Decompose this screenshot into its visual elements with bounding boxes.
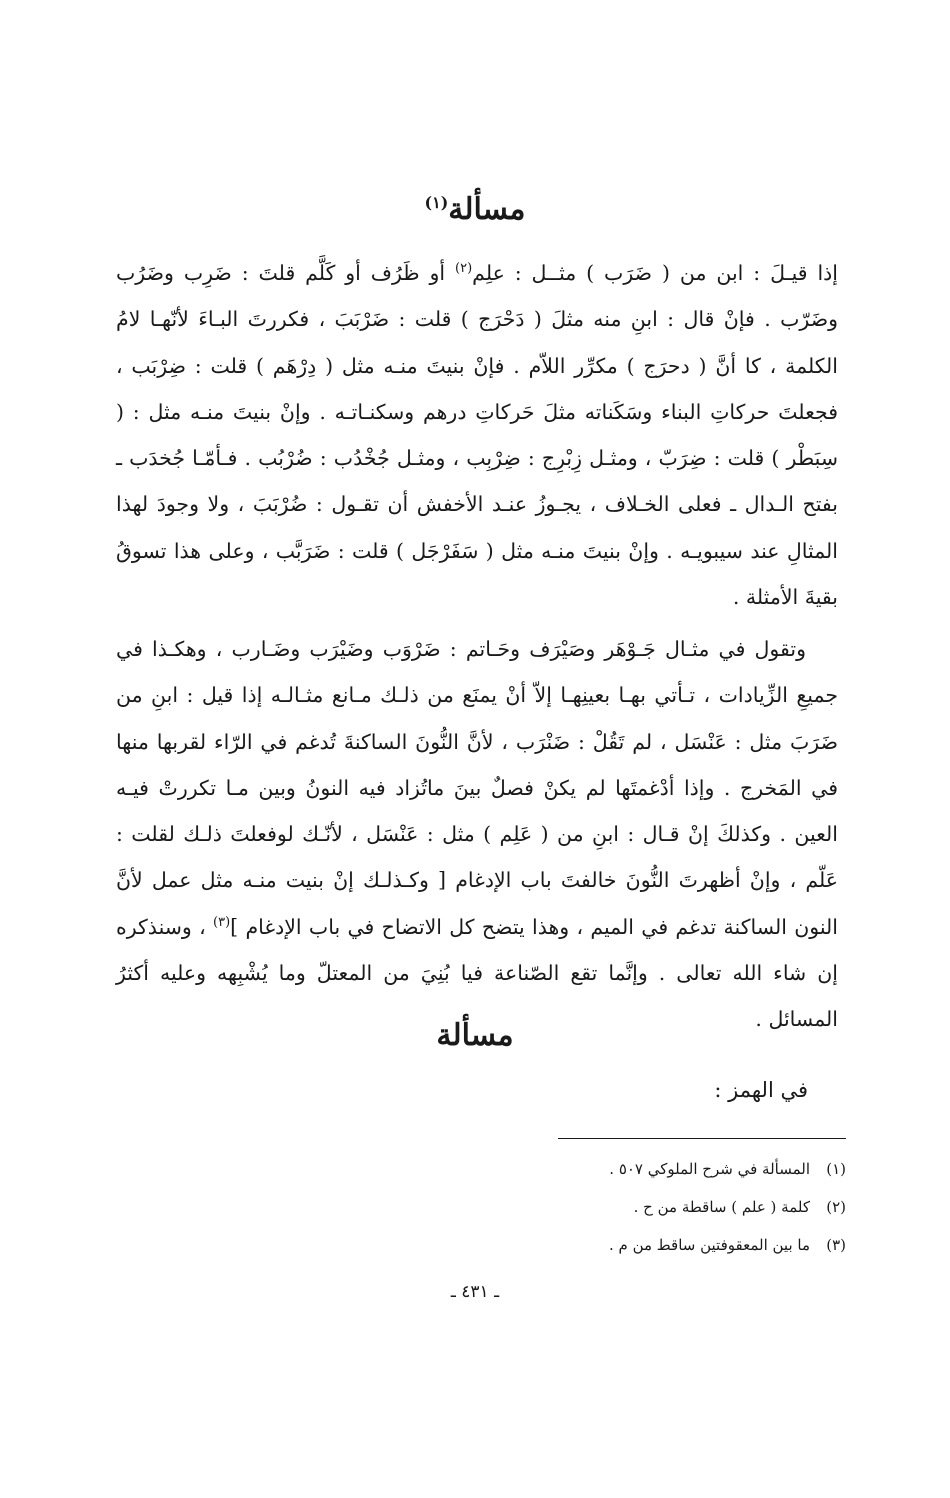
footnotes-list (446, 1154, 846, 1268)
footnote-number: (٣) (826, 1236, 846, 1254)
footnote-number: (٢) (826, 1198, 846, 1216)
paragraph-text (116, 250, 838, 620)
footnote-text: المسألة في شرح الملوكي ٥٠٧ . (609, 1160, 810, 1178)
page-number: ـ ٤٣١ ـ (450, 1282, 500, 1302)
paragraph-segment: ، وسنذكره إن شاء الله تعالى . وإنَّما تقع الصّناعة فيا بُنِيَ من المعتلّ وما يُشْبِهه وعليه أكثرُ المسائل . (116, 914, 838, 1032)
footnote-text: كلمة ( علم ) ساقطة من ح . (633, 1198, 810, 1216)
body-paragraph (116, 626, 838, 1043)
footnote-item (446, 1192, 846, 1230)
footnote-item (446, 1230, 846, 1268)
footnote-reference[interactable]: (٣) (213, 914, 231, 930)
footnote-reference[interactable]: (١) (424, 193, 449, 212)
footnote-divider (558, 1138, 846, 1139)
heading-title: مسألة (448, 192, 526, 227)
paragraph-segment: إذا قيـلَ : ابن من ( ضَرَب ) مثــل : علِم (472, 261, 839, 285)
footnote-reference[interactable]: (٢) (455, 261, 473, 277)
body-paragraph (116, 250, 838, 620)
paragraph-text (116, 626, 838, 1043)
footnote-item (446, 1154, 846, 1192)
paragraph-segment: وتقول في مثـال جَـوْهَر وصَيْرَف وحَـاتم : ضَرْوَب وضَيْرَب وضَـارب ، وهكـذا في جميعِ الزِّيادات ، تـأتي بهـا بعينِهـا إلاّ أنْ يمنَع من ذلـك مـانع مثـالـه إذا قيل : ابنِ من ضَرَبَ مثل : عَنْسَل ، لم تَقُلْ : ضَنْرَب ، لأنَّ النُّونَ الساكنةَ تُدغم في الرّاء لقربها منها في المَخرج . وإذا أدْغمتَها لم يكنْ فصلٌ بينَ ماتُزاد فيه النونُ وبين مـا تكررتْ فيـه العين . وكذلكَ إنْ قـال : ابنِ من ( عَلِم ) مثل : عَنْسَل ، لأنّـك لوفعلتَ ذلـك لقلت : عَلّم ، وإنْ أظهرتَ النُّونَ خالفتَ باب الإدغام [ وكـذلـك إنْ بنيت منـه مثل عمل لأنَّ النون الساكنة تدغم في الميم ، وهذا يتضح كل الاتضاح في باب الإدغام ] (116, 637, 839, 939)
footnote-text: ما بين المعقوفتين ساقط من م . (608, 1236, 810, 1254)
section-intro: في الهمز : (714, 1078, 808, 1102)
footnote-number: (١) (826, 1160, 846, 1178)
section-heading (0, 192, 950, 227)
heading-title: مسألة (436, 1018, 514, 1053)
paragraph-segment: أو ظَرُف أو كَلَّم قلتَ : ضَرِب وضَرُب وضَرّب . فإنْ قال : ابنِ منه مثلَ ( دَحْرَج ) قلت : ضَرْبَبَ ، فكررتَ البـاءَ لأنّهـا لامُ الكلمة ، كا أنَّ ( دحرَج ) مكرِّر اللاّم . فإنْ بنيتَ منـه مثل ( دِرْهَم ) قلت : ضِرْبَب ، فجعلتَ حركاتِ البناء وسَكَناته مثلَ حَركاتِ درهم وسكنـاتـه . وإنْ بنيتَ منـه مثل : ( سِبَطْر ) قلت : ضِرَبّ ، ومثـل زِبْرِج : ضِرْبِب ، ومثـل جُخْدُب : ضُرْبُب . فـأمّـا جُخدَب ـ بفتح الـدال ـ فعلى الخـلاف ، يجـوزُ عنـد الأخفش أن تقـول : ضُرْبَبَ ، ولا وجودَ لهذا المثالِ عند سيبويـه . وإنْ بنيتَ منـه مثل ( سَفَرْجَل ) قلت : ضَرَبَّب ، وعلى هذا تسوقُ بقيةَ الأمثلة . (116, 261, 838, 610)
section-heading (0, 1018, 950, 1053)
